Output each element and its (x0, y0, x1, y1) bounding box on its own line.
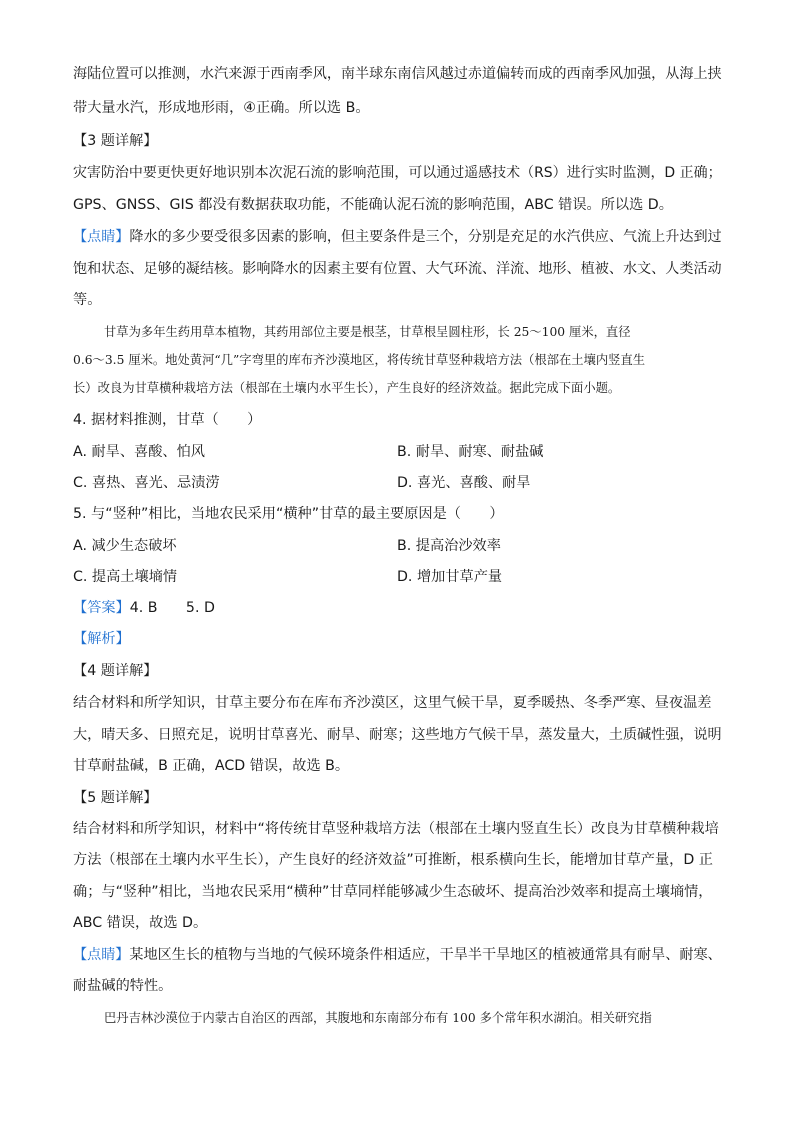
tip-tag: 【点睛】 (73, 947, 130, 963)
tip-paragraph (73, 227, 722, 247)
q5-option-b: B. 提高治沙效率 (397, 538, 501, 554)
tip-text: 降水的多少要受很多因素的影响，但主要条件是三个，分别是充足的水汽供应、气流上升达到过 (129, 229, 722, 245)
q4-option-a: A. 耐旱、喜酸、怕风 (73, 444, 205, 460)
text-line: 甘草耐盐碱，B 正确，ACD 错误，故选 B。 (73, 758, 350, 774)
material-line: 0.6～3.5 厘米。地处黄河“几”字弯里的库布齐沙漠地区，将传统甘草竖种栽培方法（根部在土壤内竖直生 (73, 353, 646, 367)
answer-tag: 【答案】 (73, 600, 130, 616)
q5-option-a: A. 减少生态破坏 (73, 538, 177, 554)
text-line: 带大量水汽，形成地形雨，④正确。所以选 B。 (73, 100, 370, 116)
material-line: 巴丹吉林沙漠位于内蒙古自治区的西部，其腹地和东南部分布有 100 多个常年积水湖泊。相关研究指 (104, 1011, 652, 1025)
text-line: 方法（根部在土壤内水平生长），产生良好的经济效益”可推断，根系横向生长，能增加甘草产量，D 正 (73, 852, 713, 868)
q4-option-b: B. 耐旱、耐寒、耐盐碱 (397, 444, 544, 460)
text-line: 结合材料和所学知识，材料中“将传统甘草竖种栽培方法（根部在土壤内竖直生长）改良为甘草横种栽培 (73, 821, 719, 837)
tip-tag: 【点睛】 (73, 229, 130, 245)
text-line: 等。 (73, 292, 102, 308)
text-line: 确；与“竖种”相比，当地农民采用“横种”甘草同样能够减少生态破坏、提高治沙效率和提高土壤墒情， (73, 884, 713, 900)
section-heading-q4: 【4 题详解】 (73, 663, 158, 679)
text-line: ABC 错误，故选 D。 (73, 915, 208, 931)
text-line: 海陆位置可以推测，水汽来源于西南季风，南半球东南信风越过赤道偏转而成的西南季风加强，从海上挟 (73, 66, 722, 82)
q4-option-d: D. 喜光、喜酸、耐旱 (397, 475, 531, 491)
material-line: 甘草为多年生药用草本植物，其药用部位主要是根茎，甘草根呈圆柱形，长 25～100 厘米，直径 (104, 325, 631, 339)
q5-option-d: D. 增加甘草产量 (397, 569, 503, 585)
q4-option-c: C. 喜热、喜光、忌渍涝 (73, 475, 220, 491)
answer-text: 4. B 5. D (129, 600, 215, 616)
text-line: 耐盐碱的特性。 (73, 978, 173, 994)
analysis-tag: 【解析】 (73, 631, 130, 647)
answer-line (73, 598, 215, 618)
section-heading-q3: 【3 题详解】 (73, 133, 158, 149)
text-line: 大，晴天多、日照充足，说明甘草喜光、耐旱、耐寒；这些地方气候干旱，蒸发量大，土质碱性强，说明 (73, 727, 722, 743)
text-line: 灾害防治中要更快更好地识别本次泥石流的影响范围，可以通过遥感技术（RS）进行实时监测，D 正确； (73, 165, 722, 181)
question-5: 5. 与“竖种”相比，当地农民采用“横种”甘草的最主要原因是（ ） (73, 506, 504, 522)
text-line: 结合材料和所学知识，甘草主要分布在库布齐沙漠区，这里气候干旱，夏季暖热、冬季严寒、昼夜温差 (73, 695, 712, 711)
text-line: 饱和状态、足够的凝结核。影响降水的因素主要有位置、大气环流、洋流、地形、植被、水文、人类活动 (73, 261, 722, 277)
q5-option-c: C. 提高土壤墒情 (73, 569, 178, 585)
tip-paragraph (73, 945, 722, 965)
material-line: 长）改良为甘草横种栽培方法（根部在土壤内水平生长），产生良好的经济效益。据此完成下面小题。 (73, 381, 621, 395)
question-4: 4. 据材料推测，甘草（ ） (73, 412, 262, 428)
section-heading-q5: 【5 题详解】 (73, 790, 158, 806)
tip-text: 某地区生长的植物与当地的气候环境条件相适应，干旱半干旱地区的植被通常具有耐旱、耐寒、 (129, 947, 722, 963)
text-line: GPS、GNSS、GIS 都没有数据获取功能，不能确认泥石流的影响范围，ABC 错误。所以选 D。 (73, 197, 673, 213)
